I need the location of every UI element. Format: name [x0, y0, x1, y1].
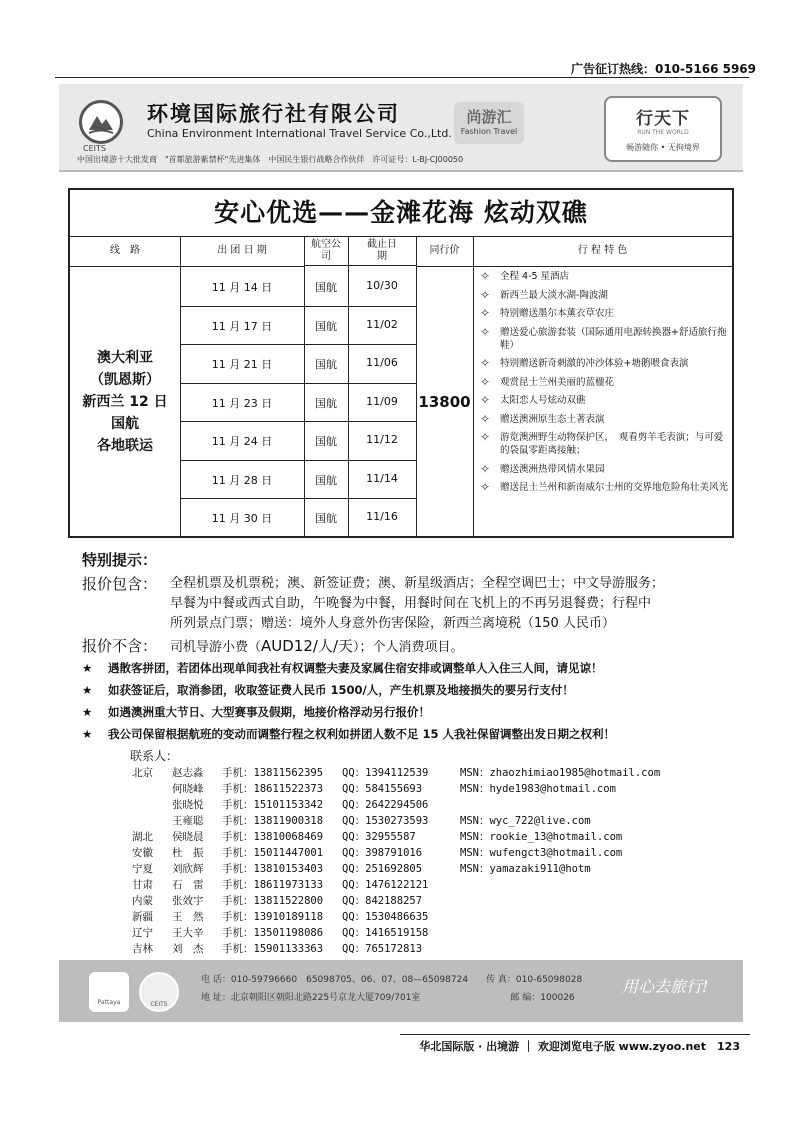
contact-qq: QQ：32955587 [342, 831, 416, 843]
contact-name: 王大辛 [172, 927, 204, 939]
sparkle-icon: ✧ [480, 430, 491, 444]
col-divider [473, 236, 474, 536]
contact-phone: 手机：13811562395 [222, 767, 324, 779]
contact-phone: 手机：18611973133 [222, 879, 324, 891]
footer-phone: 电 话：010-59796660 65098705、06、07、08—65098724 传 真：010-65098028 [201, 975, 583, 985]
price-cell: 13800 [418, 393, 471, 411]
brand-logo [604, 96, 722, 162]
contact-msn: MSN：zhaozhimiao1985@hotmail.com [460, 767, 661, 779]
feature-item [478, 326, 730, 352]
route-line: 新西兰 12 日 [82, 394, 168, 410]
feature-item [478, 394, 730, 407]
contact-msn: MSN：wyc_722@live.com [460, 815, 591, 827]
contact-region: 安徽 [132, 847, 153, 859]
route-line: （凯恩斯） [89, 372, 160, 388]
sparkle-icon: ✧ [480, 269, 491, 283]
feature-text: 赠送澳洲热带风情水果园 [500, 463, 605, 475]
contact-phone: 手机：13811900318 [222, 815, 324, 827]
contact-name: 刘 杰 [172, 943, 204, 955]
contact-phone: 手机：15011447001 [222, 847, 324, 859]
contact-qq: QQ：1476122121 [342, 879, 429, 891]
airline-cell: 国航 [315, 358, 337, 371]
contact-name: 刘欣辉 [172, 863, 204, 875]
pattaya-logo-text: Pattaya [97, 999, 121, 1006]
pattaya-logo-icon [89, 972, 129, 1012]
sparkle-icon: ✧ [480, 287, 491, 302]
contact-region: 内蒙 [132, 895, 153, 907]
airline-cell: 国航 [315, 512, 337, 525]
departure-date: 11 月 30 日 [211, 512, 273, 525]
contact-qq: QQ：584155693 [342, 783, 423, 795]
warning-text: 如获签证后，取消参团，收取签证费人民币 1500/人，产生机票及地接损失的要另行支付！ [108, 683, 574, 697]
company-name-cn: 环境国际旅行社有限公司 [147, 102, 400, 126]
contact-qq: QQ：1530273593 [342, 815, 429, 827]
sparkle-icon: ✧ [480, 306, 491, 320]
contact-name: 杜 振 [172, 847, 204, 859]
deadline-cell: 11/02 [366, 317, 398, 331]
feature-item [478, 413, 730, 426]
feature-item [478, 376, 730, 389]
header-route: 线 路 [70, 236, 180, 267]
feature-text: 特别赠送墨尔本薰衣草农庄 [500, 308, 615, 319]
include-label: 报价包含： [82, 575, 158, 593]
route-cell [70, 267, 180, 537]
features-list [478, 270, 730, 500]
star-icon: ★ [82, 705, 93, 719]
header-price: 同行价 [416, 236, 473, 267]
bottom-rule [400, 1034, 750, 1035]
departure-date: 11 月 17 日 [211, 319, 273, 333]
departure-date: 11 月 28 日 [211, 473, 273, 487]
feature-text: 观赏昆士兰州美丽的蓝楹花 [500, 376, 615, 388]
sparkle-icon: ✧ [480, 393, 491, 407]
warning-line [82, 704, 430, 720]
star-icon: ★ [82, 661, 93, 675]
sparkle-icon: ✧ [480, 411, 491, 426]
contact-name: 石 雷 [172, 879, 204, 891]
warning-line [82, 682, 574, 698]
feature-text: 特别赠送新奇刺激的冲沙体验+塘鹅喂食表演 [500, 358, 689, 369]
contact-name: 张晓悦 [172, 799, 204, 811]
contact-phone: 手机：18611522373 [222, 783, 324, 795]
airline-cell: 国航 [315, 396, 337, 410]
contact-qq: QQ：2642294506 [342, 799, 429, 811]
row-divider [180, 383, 416, 384]
feature-item [478, 307, 730, 320]
include-line: 全程机票及机票税；澳、新签证费；澳、新星级酒店；全程空调巴士；中文导游服务； [170, 576, 665, 591]
contact-qq: QQ：398791016 [342, 847, 423, 859]
contact-qq: QQ：1530486635 [342, 911, 429, 923]
feature-item [478, 431, 730, 457]
deadline-cell: 11/09 [366, 394, 398, 408]
include-line: 所列景点门票；赠送：境外人身意外伤害保险，新西兰离境税（150 人民币） [170, 616, 615, 631]
contact-msn: MSN：yamazaki911@hotm [460, 863, 591, 875]
departure-date: 11 月 21 日 [211, 358, 273, 371]
contact-qq: QQ：251692805 [342, 863, 423, 875]
star-icon: ★ [82, 727, 93, 741]
logo-caption: CEITS [83, 144, 106, 153]
contact-phone: 手机：13501198086 [222, 927, 324, 939]
ad-hotline: 广告征订热线：010-5166 5969 [570, 62, 756, 76]
sparkle-icon: ✧ [480, 480, 491, 494]
contact-name: 王雍聪 [172, 815, 204, 827]
deadline-cell: 11/12 [366, 433, 398, 446]
tour-title: 安心优选——金滩花海 炫动双礁 [70, 190, 732, 237]
route-line: 澳大利亚 [96, 350, 153, 366]
warning-text: 我公司保留根据航班的变动而调整行程之权利如拼团人数不足 15 人我社保留调整出发日期之权利！ [108, 727, 616, 741]
deadline-cell: 11/06 [366, 356, 398, 369]
fashion-logo-cn: 尚游汇 [466, 108, 512, 126]
contact-phone: 手机：13810153403 [222, 863, 324, 875]
ceits-logo-icon [79, 100, 123, 144]
contact-name: 张效宇 [172, 895, 204, 907]
company-name-en: China Environment International Travel Service Co.,Ltd. [147, 127, 452, 140]
page-footer: 华北国际版 · 出境游 ｜ 欢迎浏览电子版 www.zyoo.net 123 [419, 1040, 740, 1053]
warning-text: 遇散客拼团，若团体出现单间我社有权调整夫妻及家属住宿安排或调整单人入住三人间，请见谅！ [108, 661, 603, 675]
contact-name: 王 然 [172, 911, 204, 923]
feature-text: 赠送昆士兰州和新南威尔士州的交界地危险角壮美风光 [500, 482, 729, 493]
contact-region: 甘肃 [132, 879, 153, 891]
airline-cell: 国航 [315, 435, 337, 448]
row-divider [180, 421, 416, 422]
contact-phone: 手机：15901133363 [222, 943, 324, 955]
airline-cell: 国航 [315, 473, 337, 487]
brand-title: 行天下 [636, 109, 690, 129]
footer-band [59, 960, 743, 1022]
contacts-title: 联系人： [130, 749, 179, 763]
star-icon: ★ [82, 683, 93, 697]
contact-phone: 手机：13910189118 [222, 911, 324, 923]
company-header [59, 84, 743, 172]
contact-phone: 手机：13810068469 [222, 831, 324, 843]
contact-name: 侯晓晨 [172, 831, 204, 843]
contact-region: 北京 [132, 767, 153, 779]
company-tagline: 中国出境游十大批发商 "首都旅游紫禁杯"先进集体 中国民生银行战略合作伙伴 许可证号：L-BJ-CJ00050 [77, 155, 464, 164]
feature-item [478, 289, 730, 302]
departure-date: 11 月 24 日 [211, 435, 273, 448]
sparkle-icon: ✧ [480, 324, 491, 339]
deadline-cell: 11/16 [366, 510, 398, 523]
ceits-seal-text: CEITS [150, 1001, 168, 1008]
feature-text: 太阳恋人号炫动双礁 [500, 395, 586, 406]
contact-region: 吉林 [132, 943, 153, 955]
contact-phone: 手机：13811522800 [222, 895, 324, 907]
deadline-cell: 10/30 [366, 279, 398, 292]
exclude-text [170, 636, 464, 658]
exclude-label: 报价不含： [82, 637, 158, 655]
departure-date: 11 月 14 日 [211, 281, 273, 294]
contact-region: 湖北 [132, 831, 153, 843]
footer-address: 地 址：北京朝阳区朝阳北路225号京龙大厦709/701室 邮 编：100026 [201, 993, 575, 1003]
contact-name: 何晓峰 [172, 783, 204, 795]
deadline-cell: 11/14 [366, 471, 398, 485]
header-date: 出 团 日 期 [180, 236, 304, 267]
header-airline: 航空公司 [304, 236, 348, 266]
contact-msn: MSN：rookie_13@hotmail.com [460, 831, 623, 843]
route-line: 国航 [110, 416, 139, 432]
contact-region: 新疆 [132, 911, 153, 923]
departure-date: 11 月 23 日 [211, 396, 273, 410]
header-features: 行 程 特 色 [473, 236, 732, 267]
sparkle-icon: ✧ [480, 356, 491, 370]
feature-item [478, 270, 730, 283]
special-title: 特别提示： [82, 551, 158, 569]
top-rule [55, 77, 749, 78]
feature-text: 游览澳洲野生动物保护区， 观看剪羊毛表演；与可爱的袋鼠零距离接触； [500, 432, 724, 456]
feature-item [478, 463, 730, 476]
row-divider [180, 306, 416, 307]
contact-msn: MSN：hyde1983@hotmail.com [460, 783, 616, 795]
include-line: 早餐为中餐或西式自助，午晚餐为中餐，用餐时间在飞机上的不再另退餐费；行程中 [170, 596, 652, 611]
contact-qq: QQ：842188257 [342, 895, 423, 907]
sparkle-icon: ✧ [480, 461, 491, 476]
route-line: 各地联运 [96, 438, 153, 454]
warning-line [82, 726, 615, 742]
ceits-seal-icon [139, 972, 179, 1012]
row-divider [180, 460, 416, 461]
contact-qq: QQ：1394112539 [342, 767, 429, 779]
fashion-travel-logo [454, 102, 524, 144]
row-divider [180, 498, 416, 499]
feature-text: 全程 4-5 星酒店 [500, 271, 570, 282]
feature-item [478, 481, 730, 494]
contact-phone: 手机：15101153342 [222, 799, 324, 811]
warning-text: 如遇澳洲重大节日、大型赛事及假期，地接价格浮动另行报价！ [108, 705, 430, 719]
contact-region: 宁夏 [132, 863, 153, 875]
footer-slogan: 用心去旅行! [622, 977, 709, 996]
exclude-pre: 司机导游小费（ [170, 640, 262, 655]
itinerary-table [68, 188, 734, 538]
contact-name: 赵志淼 [172, 767, 204, 779]
contact-qq: QQ：1416519158 [342, 927, 429, 939]
brand-subtitle: RUN THE WORLD [637, 129, 689, 136]
fashion-logo-en: Fashion Travel [460, 127, 518, 136]
exclude-tip: AUD12/人/天 [261, 637, 354, 655]
sparkle-icon: ✧ [480, 374, 491, 389]
contact-msn: MSN：wufengct3@hotmail.com [460, 847, 623, 859]
header-deadline: 截止日期 [348, 236, 416, 266]
contact-qq: QQ：765172813 [342, 943, 423, 955]
feature-text: 新西兰最大淡水湖-陶波湖 [500, 289, 608, 301]
feature-text: 赠送爱心旅游套装（国际通用电源转换器+舒适旅行拖鞋） [500, 326, 727, 351]
feature-text: 赠送澳洲原生态土著表演 [500, 413, 605, 425]
feature-item [478, 357, 730, 370]
warning-line [82, 660, 603, 676]
airline-cell: 国航 [315, 281, 337, 294]
contact-region: 辽宁 [132, 927, 153, 939]
row-divider [180, 344, 416, 345]
exclude-post: ）；个人消费项目。 [353, 640, 464, 655]
airline-cell: 国航 [315, 319, 337, 333]
brand-slogan: 畅游随你 • 无拘境界 [626, 143, 700, 152]
